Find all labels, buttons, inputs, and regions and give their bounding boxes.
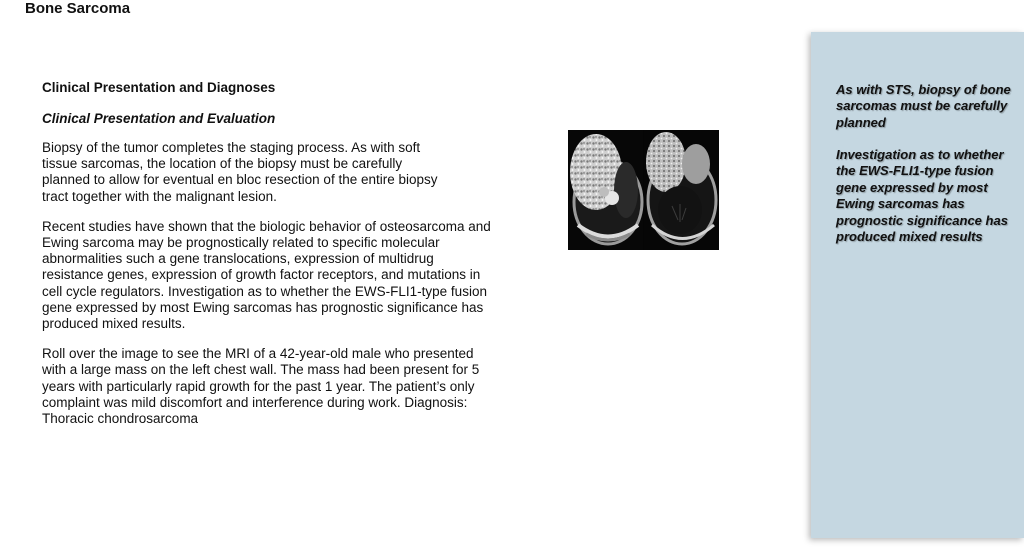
mri-scan-graphic bbox=[568, 130, 719, 250]
subsection-heading: Clinical Presentation and Evaluation bbox=[42, 111, 276, 126]
paragraph-molecular: Recent studies have shown that the biologic behavior of osteosarcoma and Ewing sarcoma may be prognostically related to specific molecular abnormalities such a gene translocations, expression of multidrug resistance genes, expression of growth factor receptors, and mutations in cell cycle regulators. Investigation as to whether the EWS-FLI1-type fusion gene expressed by most Ewing sarcomas has prognostic significance has produced mixed results. bbox=[42, 218, 491, 332]
section-heading: Clinical Presentation and Diagnoses bbox=[42, 80, 276, 95]
mri-scan-image[interactable] bbox=[568, 130, 719, 250]
sidebar-panel bbox=[811, 32, 1024, 538]
sidebar-note-investigation: Investigation as to whether the EWS-FLI1-type fusion gene expressed by most Ewing sarcomas has prognostic significance has produced mixed results bbox=[836, 147, 1008, 245]
sidebar-note-biopsy: As with STS, biopsy of bone sarcomas must be carefully planned bbox=[836, 82, 1011, 130]
main-content bbox=[42, 80, 492, 441]
page-title: Bone Sarcoma bbox=[25, 0, 131, 17]
paragraph-biopsy: Biopsy of the tumor completes the staging process. As with soft tissue sarcomas, the location of the biopsy must be carefully planned to allow for eventual en bloc resection of the entire biopsy tract together with the malignant lesion. bbox=[42, 140, 438, 204]
paragraph-case: Roll over the image to see the MRI of a 42-year-old male who presented with a large mass on the left chest wall. The mass had been present for 5 years with particularly rapid growth for the past 1 year. The patient’s only complaint was mild discomfort and interference during work. Diagnosis: Thoracic chondrosarcoma bbox=[42, 346, 480, 427]
